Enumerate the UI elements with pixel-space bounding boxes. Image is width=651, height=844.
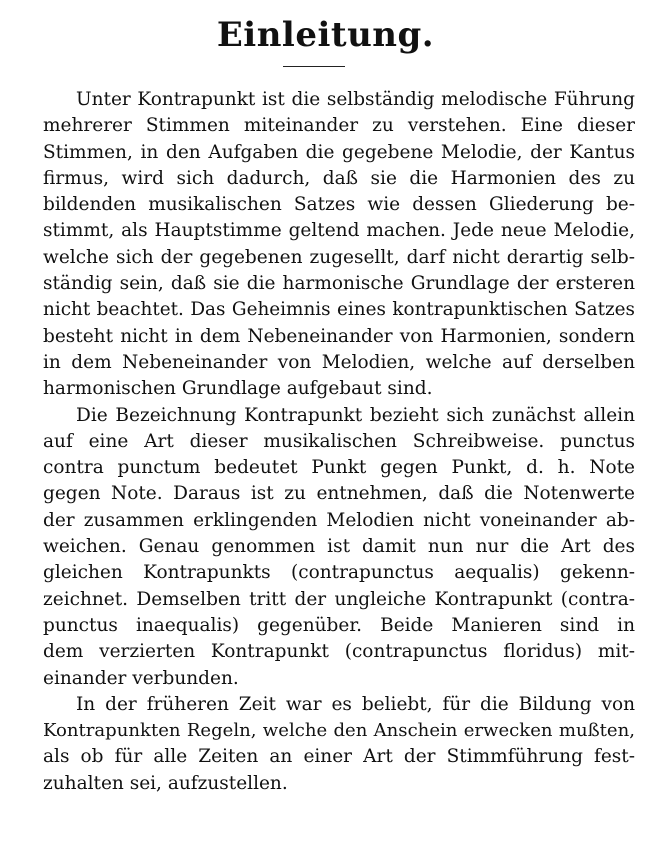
text-line: contra punctum bedeutet Punkt gegen Punkt, d. h. Note: [43, 457, 635, 479]
text-line: ständig sein, daß sie die harmonische Grundlage der ersteren: [43, 273, 635, 295]
text-line: Kontrapunkten Regeln, welche den Anschein erwecken mußten,: [43, 720, 635, 742]
text-line: nicht beachtet. Das Geheimnis eines kontrapunktischen Satzes: [43, 299, 635, 321]
text-line: in dem Nebeneinander von Melodien, welche auf derselben: [43, 351, 635, 373]
text-line: einander verbunden.: [43, 667, 239, 689]
text-line: gleichen Kontrapunkts (contrapunctus aequalis) gekenn-: [43, 562, 635, 584]
paragraph-1: [43, 87, 635, 403]
text-line: In der früheren Zeit war es beliebt, für die Bildung von: [76, 693, 635, 715]
text-line: stimmt, als Hauptstimme geltend machen. Jede neue Melodie,: [43, 220, 635, 242]
text-line: Stimmen, in den Aufgaben die gegebene Melodie, der Kantus: [43, 141, 635, 163]
text-line: besteht nicht in dem Nebeneinander von Harmonien, sondern: [43, 325, 635, 347]
text-line: der zusammen erklingenden Melodien nicht voneinander ab-: [43, 509, 635, 531]
text-line: bildenden musikalischen Satzes wie dessen Gliederung be-: [43, 194, 635, 216]
chapter-heading: Einleitung.: [216, 15, 435, 55]
text-line: Unter Kontrapunkt ist die selbständig melodische Führung: [76, 89, 635, 110]
chapter-body: [43, 87, 635, 797]
text-line: punctus inaequalis) gegenüber. Beide Manieren sind in: [43, 614, 635, 636]
text-line: welche sich der gegebenen zugesellt, darf nicht derartig selb-: [43, 246, 635, 268]
text-line: auf eine Art dieser musikalischen Schreibweise. punctus: [43, 430, 635, 452]
text-line: gegen Note. Daraus ist zu entnehmen, daß die Notenwerte: [43, 483, 635, 505]
text-line: zeichnet. Demselben tritt der ungleiche Kontrapunkt (contra-: [43, 588, 635, 610]
text-line: harmonischen Grundlage aufgebaut sind.: [43, 378, 433, 400]
text-line: firmus, wird sich dadurch, daß sie die Harmonien des zu: [43, 167, 635, 189]
text-line: weichen. Genau genommen ist damit nun nur die Art des: [43, 536, 635, 558]
text-line: als ob für alle Zeiten an einer Art der Stimmführung fest-: [43, 746, 635, 768]
paragraph-3: [43, 692, 635, 797]
text-line: dem verzierten Kontrapunkt (contrapunctus floridus) mit-: [43, 641, 635, 663]
text-line: mehrerer Stimmen miteinander zu verstehen. Eine dieser: [43, 115, 635, 137]
paragraph-2: [43, 403, 635, 692]
heading-divider: [283, 66, 345, 67]
text-line: Die Bezeichnung Kontrapunkt bezieht sich zunächst allein: [76, 404, 635, 426]
text-line: zuhalten sei, aufzustellen.: [43, 772, 288, 794]
